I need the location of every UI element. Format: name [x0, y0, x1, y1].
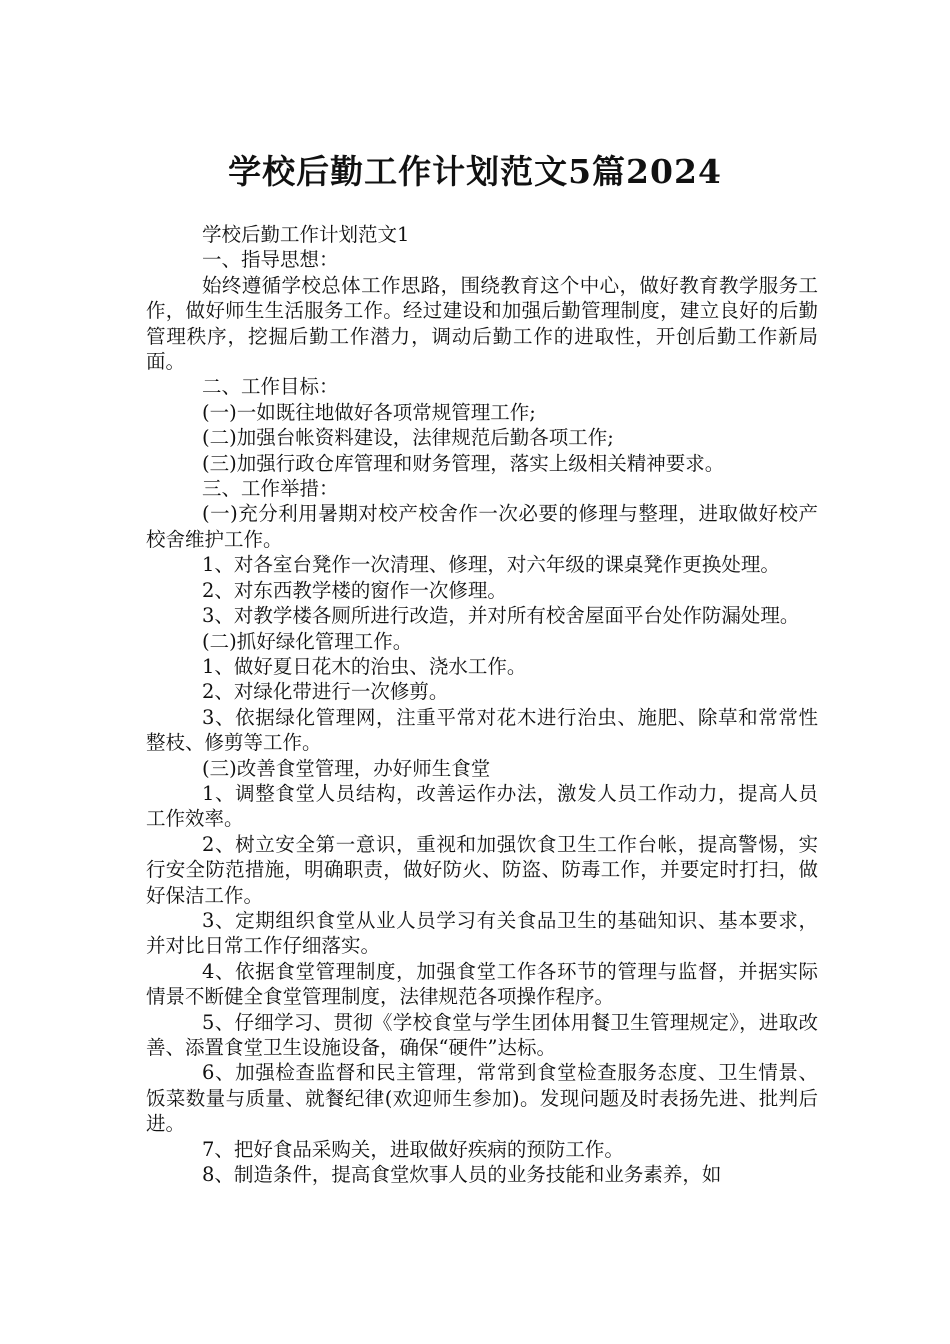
paragraph: 3、对教学楼各厕所进行改造，并对所有校舍屋面平台处作防漏处理。: [202, 604, 800, 628]
document-title: 学校后勤工作计划范文5篇2024: [228, 152, 722, 192]
paragraph: 3、定期组织食堂从业人员学习有关食品卫生的基础知识、基本要求，并对比日常工作仔细落实。: [146, 908, 818, 958]
paragraph: 2、对东西教学楼的窗作一次修理。: [202, 578, 507, 602]
section-heading: 学校后勤工作计划范文1: [202, 223, 410, 246]
paragraph: 5、仔细学习、贯彻《学校食堂与学生团体用餐卫生管理规定》，进取改善、添置食堂卫生设施设备，确保“硬件”达标。: [146, 1010, 818, 1059]
paragraph: (二)抓好绿化管理工作。: [202, 629, 413, 653]
heading-guiding-ideology: 一、指导思想：: [202, 248, 339, 272]
paragraph: (三)改善食堂管理，办好师生食堂: [202, 756, 491, 780]
paragraph: (二)加强台帐资料建设，法律规范后勤各项工作;: [202, 426, 614, 450]
paragraph: 7、把好食品采购关，进取做好疾病的预防工作。: [202, 1137, 624, 1161]
paragraph: 1、对各室台凳作一次清理、修理，对六年级的课桌凳作更换处理。: [202, 553, 780, 577]
paragraph: 6、加强检查监督和民主管理，常常到食堂检查服务态度、卫生情景、饭菜数量与质量、就餐纪律(欢迎师生参加)。发现问题及时表扬先进、批判后进。: [146, 1061, 818, 1136]
paragraph: 3、依据绿化管理网，注重平常对花木进行治虫、施肥、除草和常常性整枝、修剪等工作。: [146, 705, 818, 755]
paragraph: (一)充分利用暑期对校产校舍作一次必要的修理与整理，进取做好校产校舍维护工作。: [146, 502, 818, 551]
paragraph: 2、对绿化带进行一次修剪。: [202, 680, 449, 704]
heading-work-measures: 三、工作举措：: [202, 477, 339, 501]
document-body: [146, 222, 818, 1187]
paragraph: 8、制造条件，提高食堂炊事人员的业务技能和业务素养，如: [202, 1163, 722, 1187]
paragraph: 1、做好夏日花木的治虫、浇水工作。: [202, 654, 527, 678]
paragraph: 始终遵循学校总体工作思路，围绕教育这个中心，做好教育教学服务工作，做好师生生活服务工作。经过建设和加强后勤管理制度，建立良好的后勤管理秩序，挖掘后勤工作潜力，调动后勤工作的进取性，开创后勤工作新局面。: [146, 273, 818, 374]
paragraph: 2、树立安全第一意识，重视和加强饮食卫生工作台帐，提高警惕，实行安全防范措施，明确职责，做好防火、防盗、防毒工作，并要定时打扫，做好保洁工作。: [146, 832, 818, 907]
heading-work-goals: 二、工作目标：: [202, 375, 339, 399]
paragraph: (一)一如既往地做好各项常规管理工作;: [202, 400, 536, 424]
paragraph: 4、依据食堂管理制度，加强食堂工作各环节的管理与监督，并据实际情景不断健全食堂管理制度，法律规范各项操作程序。: [146, 959, 818, 1009]
paragraph: (三)加强行政仓库管理和财务管理，落实上级相关精神要求。: [202, 451, 725, 475]
paragraph: 1、调整食堂人员结构，改善运作办法，激发人员工作动力，提高人员工作效率。: [146, 781, 818, 831]
